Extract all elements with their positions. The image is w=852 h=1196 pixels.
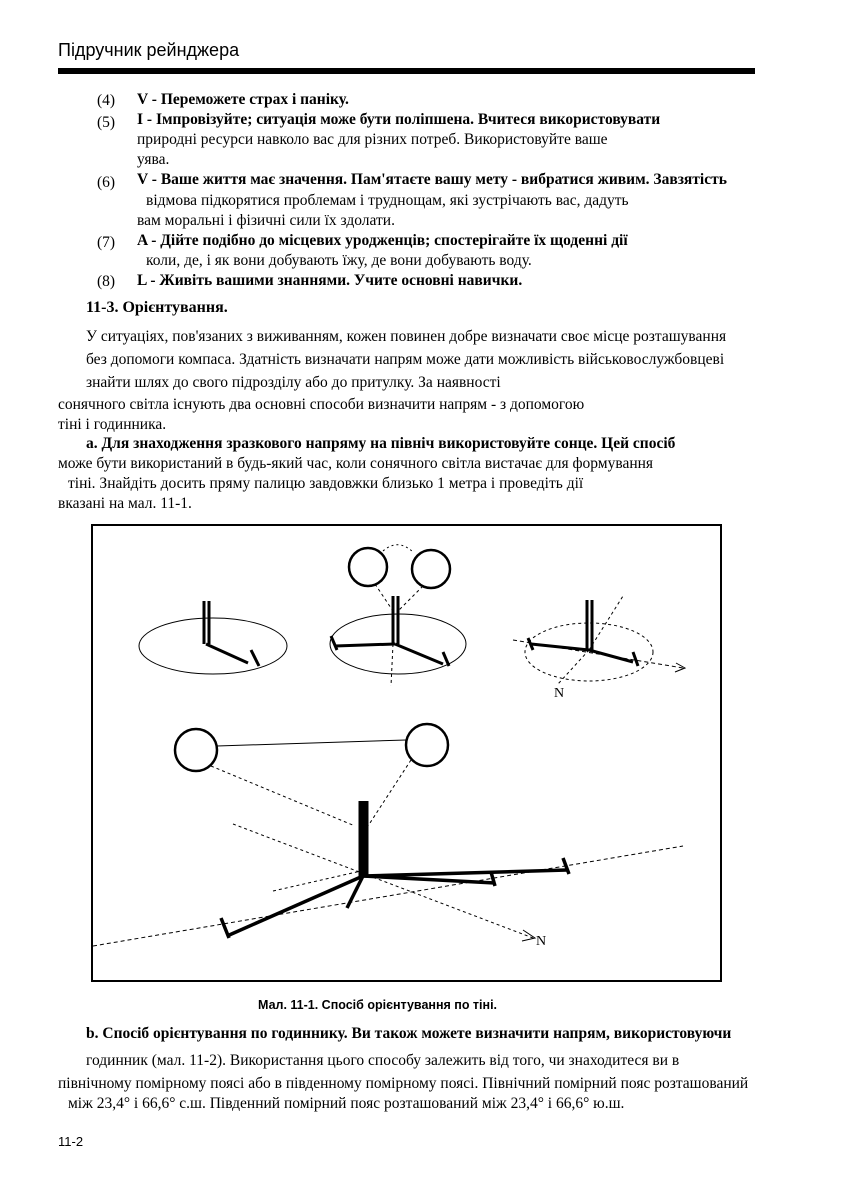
paragraph-line: сонячного світла існують два основні способи визначити напрям - з допомогою [58, 396, 585, 413]
north-label-large: N [536, 934, 547, 949]
panel-2-two-shadows [330, 545, 466, 686]
figure-frame [91, 524, 722, 982]
header-rule [58, 68, 755, 74]
list-number: (8) [97, 273, 116, 290]
section-heading: 11-3. Орієнтування. [86, 299, 228, 316]
list-item-line: відмова підкорятися проблемам і труднощам, які зустрічають вас, дадуть [146, 192, 629, 209]
page-number: 11-2 [58, 1134, 84, 1149]
panel-3-direction-line [513, 596, 685, 684]
list-item-line: V - Ваше життя має значення. Пам'ятаєте вашу мету - вибратися живим. Завзятість [137, 171, 727, 188]
list-item-line: уява. [137, 151, 170, 168]
paragraph-line: без допомоги компаса. Здатність визначати напрям може дати можливість військовослужбовцеві [86, 351, 725, 368]
list-item-line: природні ресурси навколо вас для різних потреб. Використовуйте ваше [137, 131, 608, 148]
paragraph-line: годинник (мал. 11-2). Використання цього способу залежить від того, чи знаходитеся ви в [86, 1052, 680, 1069]
paragraph-line: північному помірному поясі або в південному помірному поясі. Північний помірний пояс розташований [58, 1075, 749, 1092]
list-item-line: вам моральні і фізичні сили їх здолати. [137, 212, 395, 229]
page-header-title: Підручник рейнджера [58, 40, 240, 60]
paragraph-line-bold: b. Спосіб орієнтування по годиннику. Ви також можете визначити напрям, використовуючи [86, 1025, 732, 1042]
list-number: (5) [97, 114, 116, 131]
list-item-line: коли, де, і як вони добувають їжу, де вони добувають воду. [146, 252, 532, 269]
panel-4-large-detail [93, 724, 683, 946]
north-label-small: N [554, 686, 565, 701]
paragraph-line: тіні. Знайдіть досить пряму палицю завдовжки близько 1 метра і проведіть дії [68, 475, 584, 492]
panel-1-stick-and-shadow [139, 601, 287, 674]
list-item-line: L - Живіть вашими знаннями. Учите основні навички. [137, 272, 523, 289]
list-number: (4) [97, 92, 116, 109]
paragraph-line: вказані на мал. 11-1. [58, 495, 192, 512]
list-item-line: I - Імпровізуйте; ситуація може бути поліпшена. Вчитеся використовувати [137, 111, 661, 128]
paragraph-line: знайти шлях до свого підрозділу або до притулку. За наявності [86, 374, 501, 391]
paragraph-line-bold: a. Для знаходження зразкового напряму на північ використовуйте сонце. Цей спосіб [86, 435, 676, 452]
paragraph-line: між 23,4° і 66,6° с.ш. Південний помірний пояс розташований між 23,4° і 66,6° ю.ш. [68, 1095, 625, 1112]
list-item-line: A - Дійте подібно до місцевих уродженців; спостерігайте їх щоденні дії [137, 232, 628, 249]
list-item-line: V - Переможете страх і паніку. [137, 91, 349, 108]
figure-caption: Мал. 11-1. Спосіб орієнтування по тіні. [258, 998, 498, 1012]
paragraph-line: тіні і годинника. [58, 416, 167, 433]
list-number: (7) [97, 234, 116, 251]
paragraph-line: У ситуаціях, пов'язаних з виживанням, кожен повинен добре визначати своє місце розташування [86, 328, 727, 345]
list-number: (6) [97, 174, 116, 191]
paragraph-line: може бути використаний в будь-який час, коли сонячного світла вистачає для формування [58, 455, 654, 472]
shadow-method-illustration [93, 526, 720, 980]
